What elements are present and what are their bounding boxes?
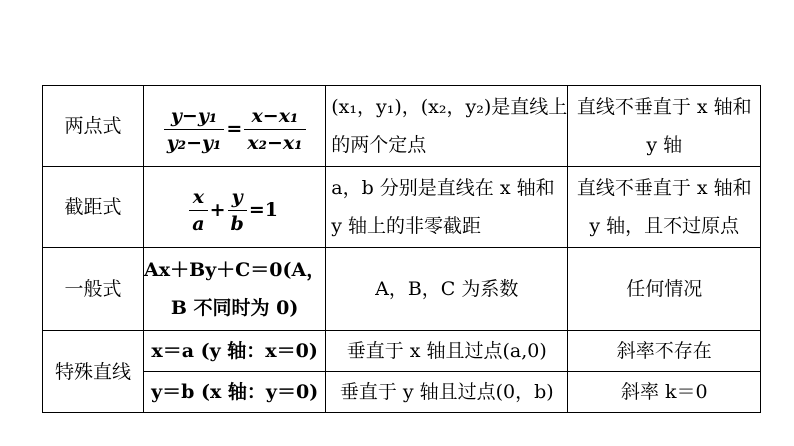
scope-line: y 轴: [646, 134, 683, 156]
plus-sign: +: [209, 199, 226, 221]
condition-line: y 轴上的非零截距: [331, 215, 482, 237]
fraction-denominator: a: [192, 212, 205, 235]
table-row-special-horizontal: [43, 372, 761, 413]
fraction-right: [244, 103, 305, 156]
scope-cell: [568, 167, 761, 248]
form-name: 一般式: [64, 278, 122, 300]
formula-cell: [144, 331, 326, 372]
condition-cell: [326, 86, 568, 167]
scope-cell: [568, 372, 761, 413]
fraction-left: [164, 103, 225, 156]
form-name: 两点式: [64, 115, 122, 137]
fraction-left-denominator: y₂−y₁: [166, 131, 222, 154]
condition-line: a，b 分别是直线在 x 轴和: [331, 177, 555, 199]
fraction-right-denominator: x₂−x₁: [247, 131, 303, 154]
general-formula-line: Ax＋By＋C＝0(A，: [144, 259, 326, 281]
special-formula: y＝b (x 轴：y＝0): [151, 381, 319, 403]
fraction-right-numerator: x−x₁: [244, 103, 305, 130]
special-formula: x＝a (y 轴：x＝0): [151, 340, 318, 362]
scope-text: 斜率 k＝0: [620, 381, 708, 403]
fraction-numerator: x: [189, 184, 207, 211]
table-row-intercept: [43, 167, 761, 248]
scope-line: 直线不垂直于 x 轴和: [576, 177, 752, 199]
fraction-y-over-b: [228, 184, 247, 237]
line-equation-forms-table: [42, 85, 761, 413]
scope-cell: [568, 86, 761, 167]
condition-text: 垂直于 y 轴且过点(0，b): [339, 381, 554, 403]
form-name: 特殊直线: [54, 360, 131, 383]
fraction-denominator: b: [230, 212, 244, 235]
scope-text: 任何情况: [626, 278, 703, 300]
scope-cell: [568, 248, 761, 331]
form-name-cell: [43, 167, 144, 248]
fraction-x-over-a: [189, 184, 207, 237]
table-row-two-point: [43, 86, 761, 167]
intercept-formula: [189, 184, 280, 237]
formula-cell: [144, 167, 326, 248]
form-name-cell: [43, 331, 144, 413]
table-row-general: [43, 248, 761, 331]
scope-line: 直线不垂直于 x 轴和: [576, 96, 752, 118]
form-name-cell: [43, 86, 144, 167]
formula-cell: [144, 372, 326, 413]
condition-text: A，B，C 为系数: [375, 278, 519, 300]
condition-cell: [326, 372, 568, 413]
equals-one: =1: [248, 199, 278, 221]
fraction-numerator: y: [228, 184, 247, 211]
condition-line: (x₁，y₁)，(x₂，y₂)是直线上: [331, 96, 568, 118]
two-point-formula: [164, 103, 306, 156]
formula-cell: [144, 86, 326, 167]
equals-sign: =: [226, 118, 243, 140]
formula-cell: [144, 248, 326, 331]
condition-text: 垂直于 x 轴且过点(a,0): [346, 340, 547, 362]
scope-cell: [568, 331, 761, 372]
form-name-cell: [43, 248, 144, 331]
table-row-special-vertical: [43, 331, 761, 372]
form-name: 截距式: [64, 196, 122, 218]
fraction-left-numerator: y−y₁: [164, 103, 225, 130]
general-formula-line: B 不同时为 0): [170, 297, 299, 319]
scope-text: 斜率不存在: [616, 340, 712, 362]
condition-cell: [326, 167, 568, 248]
condition-cell: [326, 248, 568, 331]
condition-cell: [326, 331, 568, 372]
condition-line: 的两个定点: [331, 134, 427, 156]
scope-line: y 轴，且不过原点: [589, 215, 740, 237]
